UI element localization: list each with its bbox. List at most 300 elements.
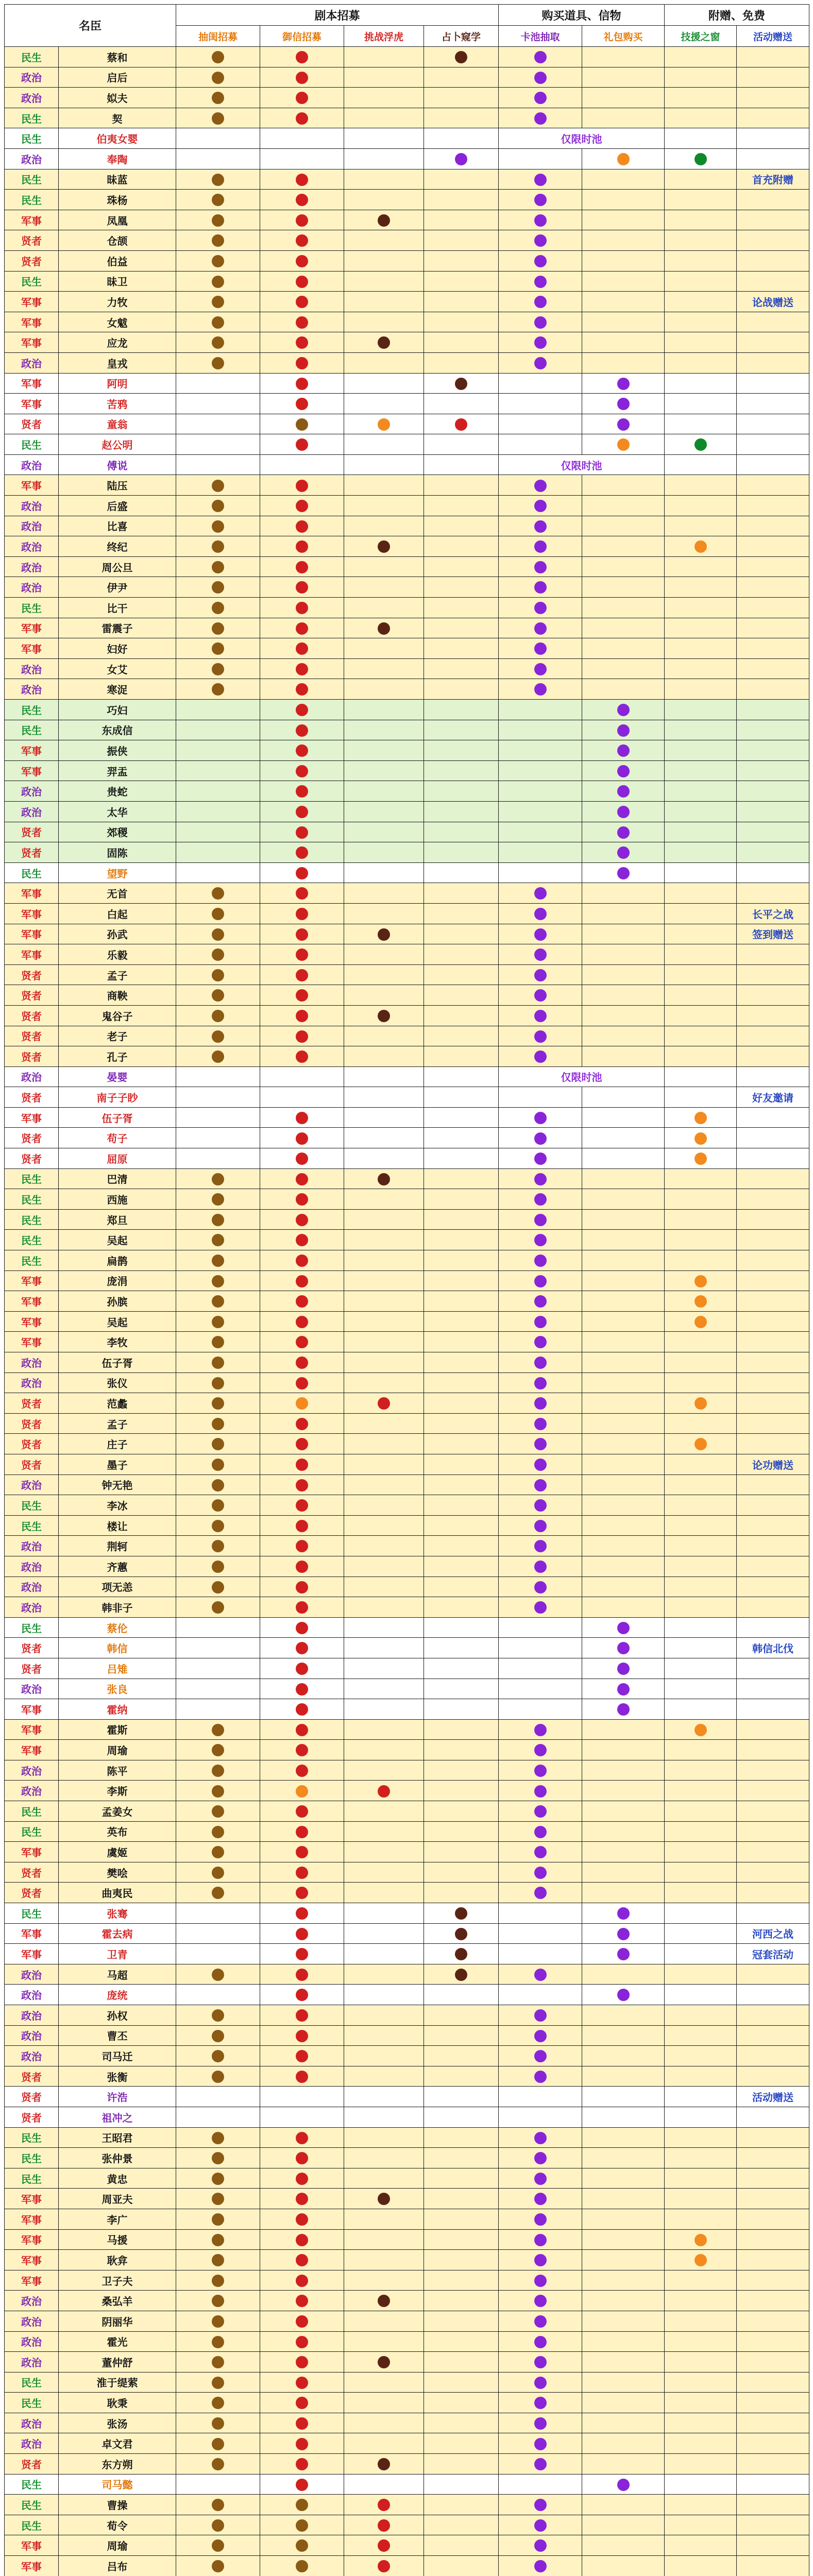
row-minister-name: 伊尹 — [59, 577, 176, 598]
source-cell-0 — [176, 1842, 260, 1862]
availability-dot — [212, 2377, 224, 2389]
source-cell-5 — [582, 47, 665, 67]
source-cell-2 — [344, 2025, 424, 2046]
availability-dot — [296, 1989, 308, 2001]
source-cell-6 — [665, 822, 737, 842]
source-cell-5 — [582, 1617, 665, 1638]
source-cell-0 — [176, 720, 260, 740]
source-cell-3 — [424, 2556, 499, 2576]
row-event-note — [737, 67, 809, 88]
availability-dot — [378, 1785, 390, 1798]
source-cell-1 — [260, 1801, 344, 1822]
row-category: 贤者 — [5, 1148, 59, 1169]
availability-dot — [378, 1010, 390, 1022]
table-row — [5, 2168, 809, 2189]
source-cell-3 — [424, 2189, 499, 2209]
row-category: 政治 — [5, 1760, 59, 1781]
availability-dot — [534, 255, 547, 267]
source-cell-6 — [665, 47, 737, 67]
row-event-note — [737, 1883, 809, 1903]
source-cell-3 — [424, 1699, 499, 1720]
source-cell-1 — [260, 1821, 344, 1842]
availability-dot — [534, 1336, 547, 1348]
source-cell-0 — [176, 1393, 260, 1414]
availability-dot — [296, 989, 308, 1002]
availability-dot — [534, 480, 547, 492]
source-cell-3 — [424, 1862, 499, 1883]
availability-dot — [296, 2356, 308, 2368]
availability-dot — [695, 1132, 707, 1145]
row-category: 民生 — [5, 271, 59, 292]
availability-dot — [534, 174, 547, 186]
source-cell-5 — [582, 577, 665, 598]
row-minister-name: 王昭君 — [59, 2127, 176, 2148]
source-cell-1 — [260, 88, 344, 108]
source-cell-0 — [176, 1964, 260, 1985]
availability-dot — [534, 1295, 547, 1308]
source-cell-4 — [499, 760, 582, 781]
source-cell-5 — [582, 1168, 665, 1189]
source-cell-4 — [499, 312, 582, 332]
availability-dot — [534, 2539, 547, 2552]
source-cell-6 — [665, 271, 737, 292]
table-row — [5, 1250, 809, 1271]
source-cell-3 — [424, 679, 499, 700]
source-cell-5 — [582, 679, 665, 700]
availability-dot — [378, 928, 390, 941]
source-cell-1 — [260, 985, 344, 1006]
availability-dot — [296, 1459, 308, 1471]
availability-dot — [617, 378, 630, 390]
row-event-note — [737, 373, 809, 394]
source-cell-0 — [176, 2229, 260, 2250]
table-row — [5, 2250, 809, 2270]
availability-dot — [455, 378, 467, 390]
row-minister-name: 孟姜女 — [59, 1801, 176, 1822]
source-cell-3 — [424, 2454, 499, 2475]
row-minister-name: 女魃 — [59, 312, 176, 332]
source-cell-2 — [344, 1842, 424, 1862]
source-cell-6 — [665, 414, 737, 434]
source-cell-0 — [176, 475, 260, 496]
row-event-note — [737, 210, 809, 230]
availability-dot — [296, 92, 308, 104]
source-cell-4 — [499, 516, 582, 536]
row-event-note — [737, 985, 809, 1006]
row-event-note — [737, 250, 809, 271]
availability-dot — [534, 2315, 547, 2328]
source-cell-6 — [665, 577, 737, 598]
row-event-note — [737, 1230, 809, 1250]
row-category: 军事 — [5, 332, 59, 353]
row-minister-name: 伍子胥 — [59, 1352, 176, 1373]
source-cell-0 — [176, 2515, 260, 2535]
source-cell-1 — [260, 862, 344, 883]
row-category: 政治 — [5, 1679, 59, 1699]
source-cell-0 — [176, 1679, 260, 1699]
source-cell-3 — [424, 1189, 499, 1210]
row-category: 军事 — [5, 1291, 59, 1312]
table-row — [5, 1781, 809, 1801]
row-minister-name: 太华 — [59, 801, 176, 822]
row-event-note — [737, 394, 809, 414]
source-cell-2 — [344, 1577, 424, 1597]
source-cell-1 — [260, 720, 344, 740]
row-category: 政治 — [5, 88, 59, 108]
source-cell-2 — [344, 516, 424, 536]
row-event-note — [737, 1556, 809, 1577]
source-cell-0 — [176, 312, 260, 332]
source-cell-3 — [424, 1026, 499, 1046]
source-cell-5 — [582, 822, 665, 842]
source-cell-5 — [582, 1760, 665, 1781]
source-cell-2 — [344, 1821, 424, 1842]
source-cell-2 — [344, 2229, 424, 2250]
source-cell-5 — [582, 148, 665, 169]
source-cell-1 — [260, 964, 344, 985]
availability-dot — [296, 1907, 308, 1920]
source-cell-6 — [665, 1781, 737, 1801]
source-cell-0 — [176, 2352, 260, 2372]
source-cell-1 — [260, 2066, 344, 2087]
source-cell-2 — [344, 88, 424, 108]
row-minister-name: 赵公明 — [59, 434, 176, 455]
availability-dot — [534, 1724, 547, 1736]
table-row — [5, 1577, 809, 1597]
row-category: 贤者 — [5, 1026, 59, 1046]
source-cell-3 — [424, 822, 499, 842]
row-event-note — [737, 1026, 809, 1046]
table-container — [4, 4, 809, 2576]
row-event-note — [737, 2556, 809, 2576]
table-row — [5, 1760, 809, 1781]
source-cell-1 — [260, 434, 344, 455]
availability-dot — [212, 1316, 224, 1328]
source-cell-2 — [344, 2352, 424, 2372]
source-cell-2 — [344, 108, 424, 128]
source-cell-4 — [499, 67, 582, 88]
source-cell-0 — [176, 618, 260, 638]
source-cell-4 — [499, 190, 582, 210]
source-cell-4 — [499, 658, 582, 679]
source-cell-3 — [424, 47, 499, 67]
source-cell-5 — [582, 924, 665, 944]
source-cell-3 — [424, 2229, 499, 2250]
availability-dot — [695, 1724, 707, 1736]
availability-dot — [212, 1826, 224, 1838]
source-cell-4 — [499, 1168, 582, 1189]
availability-dot — [534, 1316, 547, 1328]
row-category: 民生 — [5, 2148, 59, 2168]
source-cell-5 — [582, 1209, 665, 1230]
availability-dot — [534, 1438, 547, 1450]
source-cell-5 — [582, 862, 665, 883]
availability-dot — [212, 357, 224, 369]
source-cell-0 — [176, 1026, 260, 1046]
source-cell-0 — [176, 1189, 260, 1210]
row-category: 民生 — [5, 1801, 59, 1822]
source-cell-1 — [260, 1862, 344, 1883]
row-minister-name: 司马懿 — [59, 2474, 176, 2495]
source-cell-3 — [424, 924, 499, 944]
source-cell-0 — [176, 1801, 260, 1822]
source-cell-6 — [665, 1189, 737, 1210]
row-event-note — [737, 1781, 809, 1801]
source-cell-4 — [499, 1964, 582, 1985]
row-minister-name: 力牧 — [59, 292, 176, 312]
row-category: 政治 — [5, 577, 59, 598]
source-cell-1 — [260, 475, 344, 496]
availability-dot — [296, 1867, 308, 1879]
source-cell-4 — [499, 2046, 582, 2066]
source-cell-2 — [344, 1862, 424, 1883]
source-cell-0 — [176, 250, 260, 271]
source-cell-4 — [499, 1658, 582, 1679]
source-cell-5 — [582, 1903, 665, 1924]
table-row — [5, 1719, 809, 1740]
availability-dot — [296, 1112, 308, 1124]
availability-dot — [534, 92, 547, 104]
source-cell-5 — [582, 2066, 665, 2087]
row-event-note — [737, 556, 809, 577]
source-cell-3 — [424, 67, 499, 88]
availability-dot — [296, 2234, 308, 2246]
availability-dot — [296, 2479, 308, 2491]
source-cell-4 — [499, 230, 582, 251]
row-minister-name: 庄子 — [59, 1434, 176, 1454]
availability-dot — [534, 1805, 547, 1818]
source-cell-1 — [260, 1291, 344, 1312]
source-cell-6 — [665, 1495, 737, 1516]
availability-dot — [296, 174, 308, 186]
source-cell-4 — [499, 2535, 582, 2556]
source-cell-1 — [260, 1250, 344, 1271]
row-category: 民生 — [5, 1617, 59, 1638]
table-row — [5, 88, 809, 108]
source-cell-3 — [424, 638, 499, 659]
source-cell-6 — [665, 1393, 737, 1414]
source-cell-6 — [665, 2127, 737, 2148]
availability-dot — [534, 642, 547, 655]
source-cell-3 — [424, 1515, 499, 1536]
source-cell-1 — [260, 801, 344, 822]
row-category: 军事 — [5, 1719, 59, 1740]
row-minister-name: 周瑜 — [59, 1740, 176, 1760]
source-cell-4 — [499, 1821, 582, 1842]
row-minister-name: 姒夫 — [59, 88, 176, 108]
availability-dot — [296, 1132, 308, 1145]
source-cell-2 — [344, 1005, 424, 1026]
source-cell-3 — [424, 801, 499, 822]
source-cell-2 — [344, 2291, 424, 2311]
availability-dot — [534, 1275, 547, 1287]
row-minister-name: 耿秉 — [59, 2393, 176, 2413]
source-cell-0 — [176, 1515, 260, 1536]
source-cell-0 — [176, 1454, 260, 1475]
source-cell-2 — [344, 903, 424, 924]
source-cell-2 — [344, 2393, 424, 2413]
availability-dot — [212, 2152, 224, 2164]
availability-dot — [617, 1948, 630, 1960]
row-category: 民生 — [5, 1903, 59, 1924]
availability-dot — [378, 214, 390, 227]
source-cell-4 — [499, 250, 582, 271]
source-cell-2 — [344, 1209, 424, 1230]
source-cell-4 — [499, 903, 582, 924]
availability-dot — [534, 2173, 547, 2185]
source-cell-0 — [176, 1617, 260, 1638]
source-cell-6 — [665, 1026, 737, 1046]
source-cell-1 — [260, 1168, 344, 1189]
row-category: 贤者 — [5, 964, 59, 985]
availability-dot — [534, 1499, 547, 1512]
source-cell-4 — [499, 862, 582, 883]
source-cell-1 — [260, 2556, 344, 2576]
source-cell-3 — [424, 1842, 499, 1862]
source-cell-6 — [665, 1679, 737, 1699]
source-cell-4 — [499, 332, 582, 353]
availability-dot — [212, 2417, 224, 2430]
availability-dot — [534, 561, 547, 573]
source-cell-2 — [344, 1352, 424, 1373]
source-cell-2 — [344, 964, 424, 985]
source-cell-5 — [582, 760, 665, 781]
source-cell-3 — [424, 1270, 499, 1291]
row-minister-name: 孙权 — [59, 2005, 176, 2026]
source-cell-6 — [665, 1556, 737, 1577]
source-cell-2 — [344, 944, 424, 965]
source-cell-5 — [582, 801, 665, 822]
source-cell-3 — [424, 2046, 499, 2066]
availability-dot — [378, 418, 390, 431]
availability-dot — [212, 1377, 224, 1389]
source-cell-0 — [176, 1760, 260, 1781]
source-cell-2 — [344, 1495, 424, 1516]
table-row — [5, 1740, 809, 1760]
row-event-note — [737, 2168, 809, 2189]
availability-dot — [695, 1438, 707, 1450]
row-event-note — [737, 964, 809, 985]
source-cell-1 — [260, 1393, 344, 1414]
row-minister-name: 张良 — [59, 1679, 176, 1699]
row-event-note: 韩信北伐 — [737, 1638, 809, 1658]
availability-dot — [534, 969, 547, 981]
source-cell-0 — [176, 2046, 260, 2066]
source-cell-4 — [499, 2311, 582, 2331]
row-minister-name: 珠杨 — [59, 190, 176, 210]
source-cell-6 — [665, 2250, 737, 2270]
source-cell-4 — [499, 1148, 582, 1169]
row-event-note: 长平之战 — [737, 903, 809, 924]
source-cell-1 — [260, 781, 344, 802]
source-cell-5 — [582, 1679, 665, 1699]
row-event-note — [737, 1413, 809, 1434]
availability-dot — [212, 1785, 224, 1798]
source-cell-6 — [665, 1168, 737, 1189]
source-cell-1 — [260, 2352, 344, 2372]
table-row — [5, 434, 809, 455]
availability-dot — [212, 1520, 224, 1532]
source-cell-1 — [260, 760, 344, 781]
row-category: 政治 — [5, 496, 59, 516]
table-row — [5, 2413, 809, 2433]
source-cell-2 — [344, 190, 424, 210]
source-cell-3 — [424, 2250, 499, 2270]
row-event-note — [737, 2331, 809, 2352]
source-cell-3 — [424, 1066, 499, 1087]
table-row — [5, 2107, 809, 2127]
source-cell-5 — [582, 781, 665, 802]
source-cell-5 — [582, 842, 665, 863]
source-cell-1 — [260, 1842, 344, 1862]
availability-dot — [534, 214, 547, 227]
source-cell-0 — [176, 842, 260, 863]
row-category: 政治 — [5, 454, 59, 475]
source-cell-5 — [582, 1556, 665, 1577]
availability-dot — [617, 153, 630, 165]
source-cell-4 — [499, 1760, 582, 1781]
source-cell-2 — [344, 2515, 424, 2535]
source-cell-1 — [260, 1026, 344, 1046]
source-cell-6 — [665, 312, 737, 332]
source-cell-1 — [260, 1107, 344, 1128]
source-cell-2 — [344, 312, 424, 332]
row-minister-name: 耿弇 — [59, 2250, 176, 2270]
availability-dot — [212, 928, 224, 941]
source-cell-2 — [344, 2066, 424, 2087]
availability-dot — [534, 622, 547, 635]
row-event-note — [737, 2066, 809, 2087]
source-cell-3 — [424, 1107, 499, 1128]
source-cell-2 — [344, 638, 424, 659]
availability-dot — [212, 316, 224, 329]
row-category: 政治 — [5, 2311, 59, 2331]
availability-dot — [296, 316, 308, 329]
source-cell-0 — [176, 1781, 260, 1801]
row-event-note: 论功赠送 — [737, 1454, 809, 1475]
row-minister-name: 卫青 — [59, 1944, 176, 1964]
source-cell-4 — [499, 2189, 582, 2209]
source-cell-5 — [582, 2495, 665, 2515]
source-cell-1 — [260, 679, 344, 700]
availability-dot — [296, 1826, 308, 1838]
availability-dot — [617, 438, 630, 451]
source-cell-5 — [582, 1862, 665, 1883]
source-cell-6 — [665, 862, 737, 883]
source-cell-4 — [499, 1801, 582, 1822]
source-cell-3 — [424, 2148, 499, 2168]
source-cell-6 — [665, 454, 737, 475]
availability-dot — [534, 1561, 547, 1573]
availability-dot — [296, 2560, 308, 2572]
row-category: 民生 — [5, 862, 59, 883]
source-cell-5 — [582, 414, 665, 434]
source-cell-6 — [665, 516, 737, 536]
source-cell-4 — [499, 454, 665, 475]
source-cell-6 — [665, 1740, 737, 1760]
availability-dot — [296, 1887, 308, 1899]
source-cell-2 — [344, 679, 424, 700]
source-cell-3 — [424, 516, 499, 536]
source-cell-6 — [665, 2025, 737, 2046]
source-cell-1 — [260, 658, 344, 679]
source-cell-0 — [176, 1066, 260, 1087]
row-minister-name: 西施 — [59, 1189, 176, 1210]
source-cell-4 — [499, 169, 582, 190]
source-cell-1 — [260, 496, 344, 516]
source-cell-0 — [176, 2127, 260, 2148]
row-minister-name: 奉陶 — [59, 148, 176, 169]
